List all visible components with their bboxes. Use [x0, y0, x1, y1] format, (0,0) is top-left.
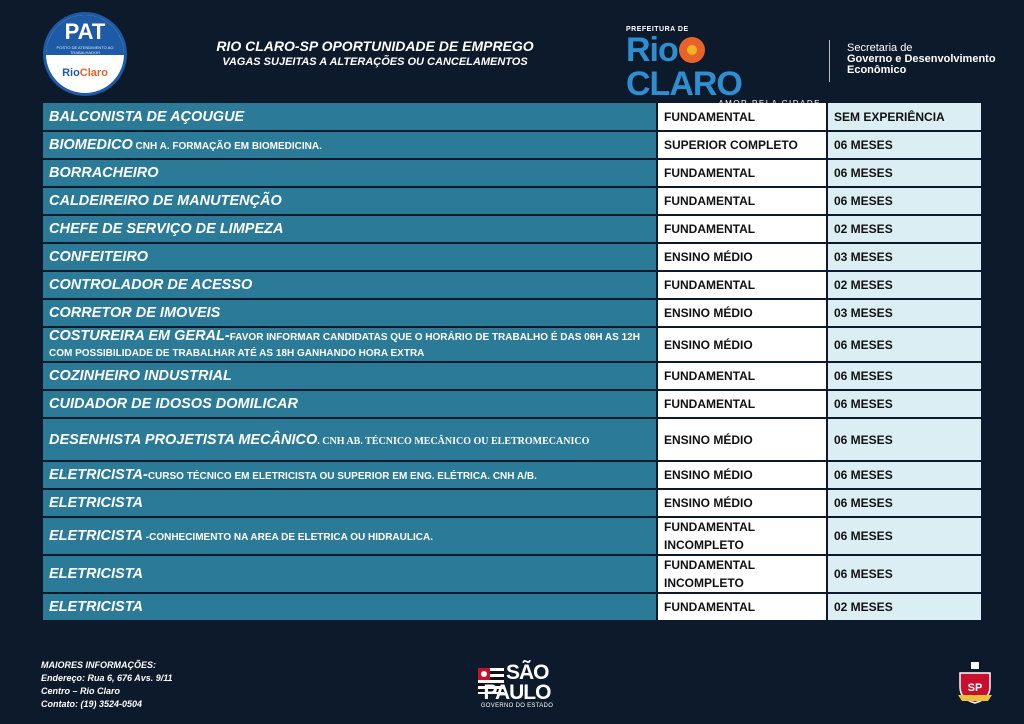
job-row	[43, 461, 981, 489]
job-cell	[43, 593, 657, 621]
job-row	[43, 299, 981, 327]
education-cell: ENSINO MÉDIO	[657, 243, 827, 271]
job-row	[43, 390, 981, 418]
experience-cell: 06 MESES	[827, 489, 981, 517]
job-title: BORRACHEIRO	[49, 165, 159, 181]
sao-paulo-line-1: SÃO	[506, 661, 549, 684]
experience-cell: 06 MESES	[827, 390, 981, 418]
job-cell	[43, 517, 657, 555]
sao-paulo-logo	[478, 662, 556, 710]
education-cell: FUNDAMENTAL INCOMPLETO	[657, 517, 827, 555]
secretaria-label: Secretaria de Governo e Desenvolvimento Econômico	[847, 42, 996, 76]
education-cell: FUNDAMENTAL	[657, 215, 827, 243]
job-cell	[43, 299, 657, 327]
job-title: CHEFE DE SERVIÇO DE LIMPEZA	[49, 221, 284, 237]
job-cell	[43, 159, 657, 187]
rio-claro-logo	[626, 26, 821, 103]
job-cell	[43, 271, 657, 299]
pat-logo-city: RioClaro	[62, 67, 108, 79]
job-row	[43, 271, 981, 299]
job-cell	[43, 418, 657, 461]
contact-address: Endereço: Rua 6, 676 Avs. 9/11	[41, 673, 173, 683]
job-row	[43, 489, 981, 517]
job-title: CONTROLADOR DE ACESSO	[49, 277, 253, 293]
education-cell: ENSINO MÉDIO	[657, 418, 827, 461]
job-row	[43, 362, 981, 390]
map-pin-icon	[679, 37, 705, 63]
job-title: BALCONISTA DE AÇOUGUE	[49, 108, 245, 125]
experience-cell: 06 MESES	[827, 159, 981, 187]
experience-cell: 03 MESES	[827, 243, 981, 271]
job-detail: CURSO TÉCNICO EM ELETRICISTA OU SUPERIOR EM ENG. ELÉTRICA. CNH A/B.	[147, 471, 537, 482]
job-title: ELETRICISTA	[49, 566, 143, 582]
job-cell	[43, 362, 657, 390]
education-cell: ENSINO MÉDIO	[657, 327, 827, 362]
job-row	[43, 593, 981, 621]
experience-cell: 06 MESES	[827, 327, 981, 362]
job-row	[43, 243, 981, 271]
job-row	[43, 187, 981, 215]
title-line-1: RIO CLARO-SP OPORTUNIDADE DE EMPREGO	[216, 38, 534, 54]
job-cell	[43, 131, 657, 159]
education-cell: ENSINO MÉDIO	[657, 461, 827, 489]
experience-cell: 06 MESES	[827, 517, 981, 555]
job-row	[43, 215, 981, 243]
education-cell: FUNDAMENTAL	[657, 271, 827, 299]
education-cell: ENSINO MÉDIO	[657, 299, 827, 327]
job-title: COSTUREIRA EM GERAL-	[49, 327, 230, 344]
job-cell	[43, 327, 657, 362]
job-title: ELETRICISTA	[49, 528, 143, 544]
contact-info	[41, 659, 173, 711]
experience-cell: 06 MESES	[827, 131, 981, 159]
experience-cell: 02 MESES	[827, 271, 981, 299]
job-row	[43, 418, 981, 461]
sao-paulo-line-3: GOVERNO DO ESTADO	[480, 703, 554, 709]
experience-cell: 03 MESES	[827, 299, 981, 327]
coat-of-arms-icon	[956, 661, 994, 705]
job-cell	[43, 461, 657, 489]
experience-cell: 06 MESES	[827, 555, 981, 593]
contact-phone: Contato: (19) 3524-0504	[41, 699, 143, 709]
sao-paulo-line-2: PAULO	[483, 681, 551, 704]
experience-cell: 06 MESES	[827, 187, 981, 215]
education-cell: FUNDAMENTAL	[657, 362, 827, 390]
education-cell: FUNDAMENTAL	[657, 159, 827, 187]
jobs-table	[43, 103, 981, 622]
pat-logo-word: PAT	[64, 19, 106, 44]
logo-divider	[829, 40, 830, 82]
job-cell	[43, 187, 657, 215]
job-cell	[43, 103, 657, 131]
education-cell: FUNDAMENTAL	[657, 187, 827, 215]
job-title: ELETRICISTA	[49, 599, 143, 615]
education-cell: FUNDAMENTAL INCOMPLETO	[657, 555, 827, 593]
job-row	[43, 131, 981, 159]
pat-logo-subtitle: POSTO DE ATENDIMENTO AO TRABALHADOR	[56, 45, 114, 55]
experience-cell: 02 MESES	[827, 593, 981, 621]
job-title: COZINHEIRO INDUSTRIAL	[49, 368, 232, 384]
contact-district: Centro – Rio Claro	[41, 686, 121, 696]
prefeitura-label: PREFEITURA DE	[626, 26, 689, 33]
pat-logo	[43, 12, 127, 96]
rio-claro-wordmark: RioCLARO	[626, 31, 742, 103]
job-row	[43, 327, 981, 362]
page-title	[200, 38, 550, 70]
experience-cell: 06 MESES	[827, 418, 981, 461]
job-row	[43, 555, 981, 593]
job-title: CORRETOR DE IMOVEIS	[49, 305, 221, 321]
education-cell: ENSINO MÉDIO	[657, 489, 827, 517]
job-title: CALDEIREIRO DE MANUTENÇÃO	[49, 193, 282, 209]
job-detail: . CNH AB. TÉCNICO MECÂNICO OU ELETROMECANICO	[317, 435, 590, 447]
job-cell	[43, 243, 657, 271]
coat-of-arms-text: SP	[967, 682, 983, 694]
education-cell: FUNDAMENTAL	[657, 390, 827, 418]
job-row	[43, 103, 981, 131]
job-detail: CNH A. FORMAÇÃO EM BIOMEDICINA.	[132, 141, 322, 152]
experience-cell: 06 MESES	[827, 362, 981, 390]
job-cell	[43, 215, 657, 243]
experience-cell: 06 MESES	[827, 461, 981, 489]
job-title: ELETRICISTA	[49, 495, 143, 511]
job-title: CUIDADOR DE IDOSOS DOMILICAR	[49, 396, 298, 412]
experience-cell: SEM EXPERIÊNCIA	[827, 103, 981, 131]
job-title: CONFEITEIRO	[49, 249, 149, 265]
education-cell: SUPERIOR COMPLETO	[657, 131, 827, 159]
job-title: DESENHISTA PROJETISTA MECÂNICO	[49, 431, 318, 448]
job-cell	[43, 489, 657, 517]
job-row	[43, 159, 981, 187]
job-row	[43, 517, 981, 555]
job-detail: -CONHECIMENTO NA AREA DE ELETRICA OU HIDRAULICA.	[142, 532, 433, 543]
contact-heading: MAIORES INFORMAÇÕES:	[41, 660, 157, 670]
job-title: ELETRICISTA-	[49, 467, 148, 483]
job-title: BIOMEDICO	[49, 137, 133, 153]
experience-cell: 02 MESES	[827, 215, 981, 243]
jobs-table-body	[43, 103, 981, 621]
job-detail: FAVOR INFORMAR CANDIDATAS QUE O HORÁRIO DE TRABALHO É DAS 06H AS 12H COM POSSIBILIDADE DE TRABALHAR ATÉ AS 18H GANHANDO HORA EXTRA	[49, 331, 640, 359]
job-cell	[43, 555, 657, 593]
education-cell: FUNDAMENTAL	[657, 103, 827, 131]
job-cell	[43, 390, 657, 418]
title-line-2: VAGAS SUJEITAS A ALTERAÇÕES OU CANCELAMENTOS	[222, 56, 528, 68]
education-cell: FUNDAMENTAL	[657, 593, 827, 621]
